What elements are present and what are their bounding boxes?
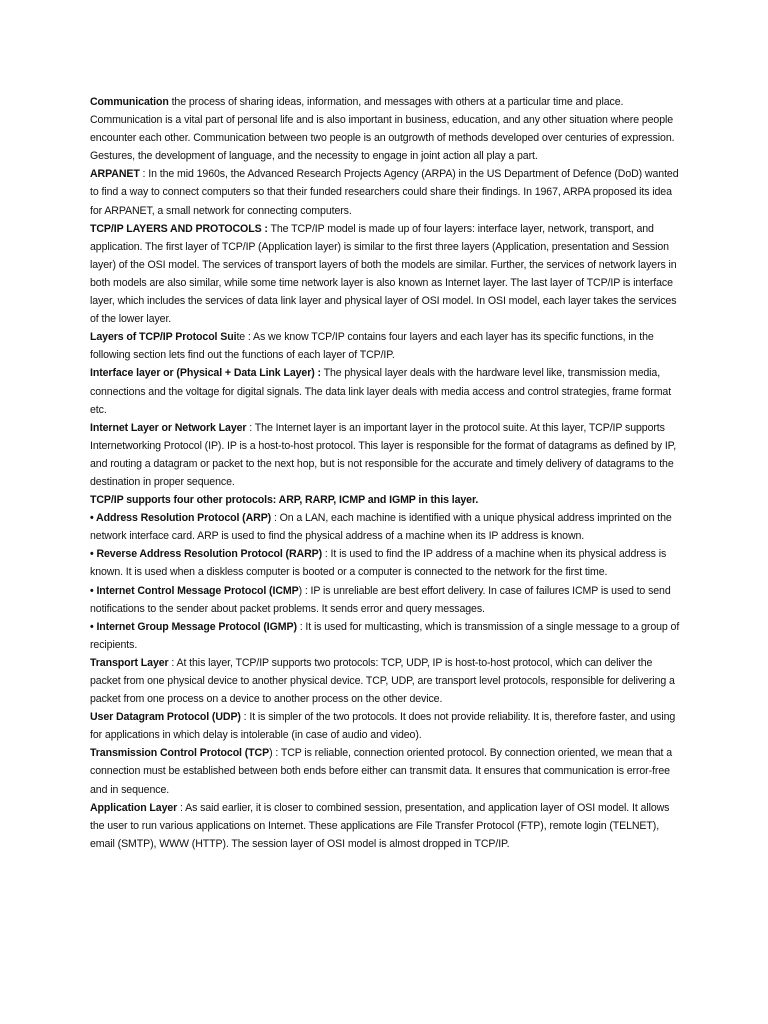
paragraph-heading: • Address Resolution Protocol (ARP)	[90, 512, 272, 525]
paragraph-text: : In the mid 1960s, the Advanced Research Projects Agency (ARPA) in the US Department of Defence (DoD) wanted to find a way to connect computers so that their funded researchers could share their findings. In 1967, ARPA proposed its idea for ARPANET, a small network for connecting computers.	[90, 168, 679, 217]
paragraph-communication	[90, 93, 682, 165]
paragraph-text: : At this layer, TCP/IP supports two protocols: TCP, UDP, IP is host-to-host protocol, which can deliver the packet from one physical device to another physical device. TCP, UDP, are transport level protocols, responsible for delivering a packet from one process on a device to another process on the other device.	[90, 656, 675, 706]
paragraph-arp	[90, 509, 682, 545]
paragraph-arpanet	[90, 165, 682, 219]
paragraph-rarp	[90, 545, 682, 581]
document-body	[90, 93, 682, 853]
paragraph-heading: Transport Layer	[90, 656, 169, 669]
paragraph-internet-layer	[90, 419, 682, 491]
paragraph-igmp	[90, 618, 682, 654]
paragraph-text: : It is simpler of the two protocols. It does not provide reliability. It is, therefore faster, and using for applications in which delay is intolerable (in case of audio and video).	[90, 711, 676, 742]
paragraph-heading: • Internet Group Message Protocol (IGMP)	[90, 620, 297, 633]
paragraph-text: ) : TCP is reliable, connection oriented protocol. By connection oriented, we mean that a connection must be established between both ends before either can transmit data. It ensures that communication is error-free and in sequence.	[90, 747, 673, 796]
paragraph-heading: User Datagram Protocol (UDP)	[90, 711, 241, 724]
paragraph-heading: Internet Layer or Network Layer	[90, 421, 247, 434]
paragraph-text: : As said earlier, it is closer to combined session, presentation, and application layer of OSI model. It allows the user to run various applications on Internet. These applications are File Transfer Protocol (FTP), remote login (TELNET), email (SMTP), WWW (HTTP). The session layer of OSI model is almost dropped in TCP/IP.	[90, 801, 670, 850]
paragraph-interface-layer	[90, 364, 682, 418]
paragraph-heading: Layers of TCP/IP Protocol Sui	[90, 331, 237, 344]
paragraph-tcp	[90, 744, 682, 798]
paragraph-text: : The Internet layer is an important layer in the protocol suite. At this layer, TCP/IP supports Internetworking Protocol (IP). IP is a host-to-host protocol. This layer is responsible for the format of datagrams as defined by IP, and routing a datagram or packet to the next hop, but is not responsible for the accurate and timely delivery of datagrams to the destination in proper sequence.	[90, 421, 677, 488]
paragraph-udp	[90, 708, 682, 744]
paragraph-heading: TCP/IP LAYERS AND PROTOCOLS :	[90, 222, 268, 235]
paragraph-transport-layer	[90, 654, 682, 708]
paragraph-protocol-suite	[90, 328, 682, 364]
paragraph-heading: TCP/IP supports four other protocols: ARP, RARP, ICMP and IGMP in this layer.	[90, 494, 479, 507]
paragraph-text: : On a LAN, each machine is identified with a unique physical address imprinted on the network interface card. ARP is used to find the physical address of a machine when its IP address is known.	[90, 512, 672, 543]
paragraph-text: ) : IP is unreliable are best effort delivery. In case of failures ICMP is used to send notifications to the sender about packet problems. It sends error and query messages.	[90, 584, 671, 615]
paragraph-heading: • Reverse Address Resolution Protocol (RARP)	[90, 548, 323, 561]
paragraph-icmp	[90, 582, 682, 618]
paragraph-heading: Communication	[90, 96, 169, 108]
paragraph-text: te : As we know TCP/IP contains four layers and each layer has its specific functions, in the following section lets find out the functions of each layer of TCP/IP.	[90, 331, 654, 362]
paragraph-text: The physical layer deals with the hardware level like, transmission media, connections and the voltage for digital signals. The data link layer deals with media access and control strategies, frame format etc.	[90, 367, 672, 416]
paragraph-heading: ARPANET	[90, 168, 140, 181]
paragraph-four-protocols	[90, 491, 682, 509]
paragraph-text: The TCP/IP model is made up of four layers: interface layer, network, transport, and application. The first layer of TCP/IP (Application layer) is similar to the first three layers (Application, presentation and Session layer) of the OSI model. The services of transport layers of both the models are similar. Further, the services of network layers in both models are also similar, while some time network layer is also known as Internet layer. The last layer of TCP/IP is interface layer, which includes the services of data link layer and physical layer of OSI model. In OSI model, each layer takes the services of the lower layer.	[90, 222, 677, 326]
paragraph-heading: Transmission Control Protocol (TCP	[90, 747, 270, 760]
paragraph-text: the process of sharing ideas, information, and messages with others at a particular time and place. Communication is a vital part of personal life and is also important in business, education, and any other situation where people encounter each other. Communication between two people is an outgrowth of methods developed over centuries of expression. Gestures, the development of language, and the necessity to engage in joint action all play a part.	[90, 96, 675, 163]
paragraph-text: : It is used to find the IP address of a machine when its physical address is known. It is used when a diskless computer is booted or a computer is connected to the network for the first time.	[90, 548, 667, 579]
paragraph-heading: Interface layer or (Physical + Data Link Layer) :	[90, 367, 321, 380]
paragraph-heading: • Internet Control Message Protocol (ICMP	[90, 584, 299, 597]
paragraph-text: : It is used for multicasting, which is transmission of a single message to a group of recipients.	[90, 620, 680, 651]
paragraph-tcpip-layers	[90, 220, 682, 329]
paragraph-application-layer	[90, 799, 682, 853]
paragraph-heading: Application Layer	[90, 801, 178, 814]
